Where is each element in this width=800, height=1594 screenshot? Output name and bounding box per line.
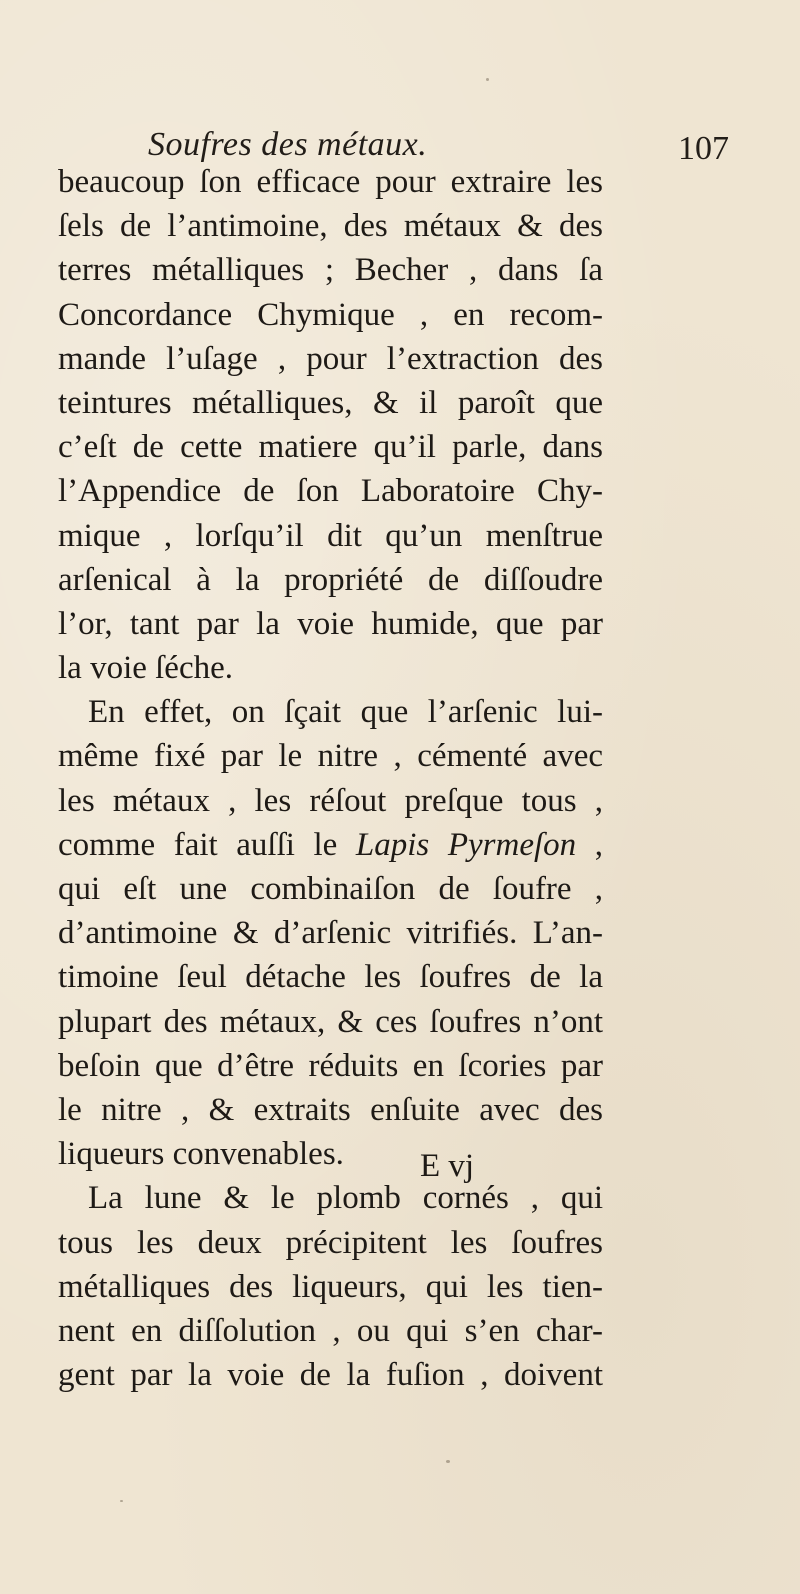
text-line: arſenical à la propriété de diſſoudre: [58, 561, 603, 598]
text-line: nent en diſſolution , ou qui s’en char-: [58, 1312, 603, 1349]
text-line: beſoin que d’être réduits en ſcories par: [58, 1047, 603, 1084]
text-line: qui eſt une combinaiſon de ſoufre ,: [58, 871, 603, 907]
text-line: mande l’uſage , pour l’extraction des: [58, 340, 603, 377]
text-line: d’antimoine & d’arſenic vitrifiés. L’an-: [58, 915, 603, 952]
text-line: En effet, on ſçait que l’arſenic lui-: [88, 694, 603, 731]
text-line: les métaux , les réſout preſque tous ,: [58, 782, 603, 819]
text-line: liqueurs convenables.: [58, 1136, 344, 1173]
text-line: timoine ſeul détache les ſoufres de la: [58, 959, 603, 996]
text-line: tous les deux précipitent les ſoufres: [58, 1224, 603, 1261]
text-line: gent par la voie de la fuſion , doivent: [58, 1357, 603, 1394]
text-line: la voie ſéche.: [58, 650, 233, 687]
text-line: La lune & le plomb cornés , qui: [88, 1180, 603, 1217]
text-line: c’eſt de cette matiere qu’il parle, dans: [58, 429, 603, 466]
paper-speck: [446, 1460, 450, 1463]
text-line: Concordance Chymique , en recom-: [58, 296, 603, 333]
paper-speck: [486, 78, 489, 81]
signature-mark: E vj: [420, 1148, 475, 1184]
text-line: ſels de l’antimoine, des métaux & des: [58, 208, 603, 245]
paper-speck: [120, 1500, 123, 1502]
text-line: le nitre , & extraits enſuite avec des: [58, 1091, 603, 1128]
italic-term: Lapis Pyrmeſon: [355, 826, 577, 863]
page-number: 107: [678, 130, 729, 167]
text-line: comme fait auſſi le Lapis Pyrmeſon ,: [58, 826, 603, 863]
text-line: même fixé par le nitre , cémenté avec: [58, 738, 603, 775]
text-line: terres métalliques ; Becher , dans ſa: [58, 252, 603, 289]
text-line: métalliques des liqueurs, qui les tien-: [58, 1268, 603, 1305]
running-title: Soufres des métaux.: [148, 126, 428, 163]
text-line: l’or, tant par la voie humide, que par: [58, 605, 603, 642]
text-line: mique , lorſqu’il dit qu’un menſtrue: [58, 517, 603, 554]
paper-speck: [222, 1320, 224, 1322]
text-line: plupart des métaux, & ces ſoufres n’ont: [58, 1003, 603, 1040]
text-line: l’Appendice de ſon Laboratoire Chy-: [58, 473, 603, 510]
text-line: teintures métalliques, & il paroît que: [58, 384, 603, 421]
body-text: [58, 160, 603, 1397]
text-line: beaucoup ſon efficace pour extraire les: [58, 164, 603, 200]
